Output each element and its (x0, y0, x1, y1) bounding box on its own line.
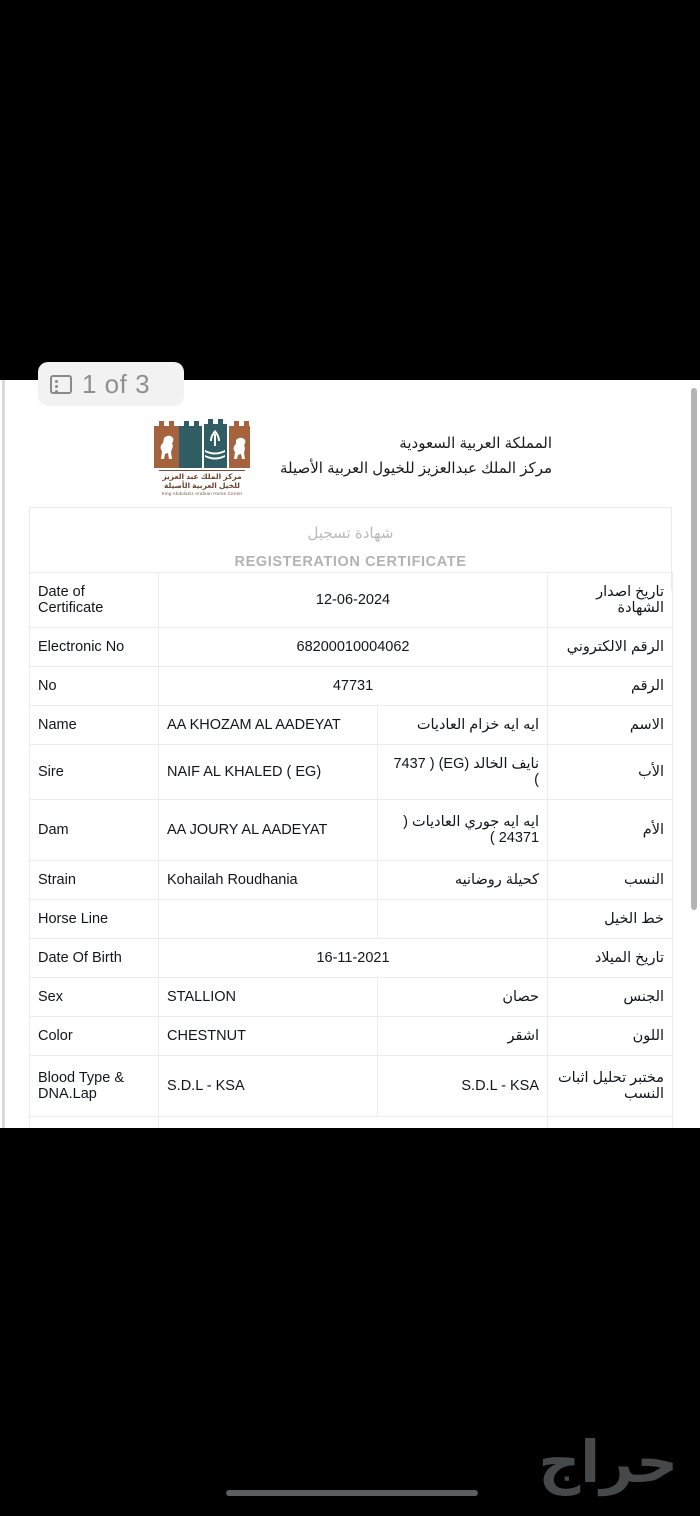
page-indicator-label: 1 of 3 (82, 369, 151, 399)
certificate-details-table (29, 572, 673, 1224)
table-row (30, 978, 673, 1017)
document-outline-icon (50, 375, 72, 394)
row-label-en: Name (30, 706, 159, 745)
row-label-ar: الرقم (548, 667, 673, 706)
bottom-letterbox (0, 1128, 700, 1516)
horse-center-emblem-icon (152, 416, 252, 468)
country-name-ar: المملكة العربية السعودية (399, 434, 552, 452)
logo-caption-en: King Abdulaziz Arabian Horse Center (161, 491, 243, 497)
table-row (30, 667, 673, 706)
organization-logo (146, 416, 258, 497)
table-row (30, 628, 673, 667)
organization-name-ar: مركز الملك عبدالعزيز للخيول العربية الأصيلة (279, 460, 552, 477)
row-label-en: Date Of Birth (30, 939, 159, 978)
row-value-ar: S.D.L - KSA (378, 1056, 548, 1117)
row-label-ar: خط الخيل (548, 900, 673, 939)
row-value-en: AA KHOZAM AL AADEYAT (159, 706, 378, 745)
row-value-en: NAIF AL KHALED ( EG) (159, 745, 378, 800)
top-letterbox (0, 0, 700, 380)
row-label-ar: الأم (548, 800, 673, 861)
certificate-title-en: REGISTERATION CERTIFICATE (234, 553, 467, 570)
row-label-ar: تاريخ الميلاد (548, 939, 673, 978)
table-row (30, 800, 673, 861)
row-label-ar: اللون (548, 1017, 673, 1056)
row-label-en: Color (30, 1017, 159, 1056)
home-indicator[interactable] (226, 1490, 478, 1496)
row-value-ar: كحيلة روضانيه (378, 861, 548, 900)
row-label-en: Sire (30, 745, 159, 800)
logo-caption-ar-line2: للخيل العربية الأصيلة (163, 480, 240, 490)
row-label-en: Dam (30, 800, 159, 861)
row-value-ar: اشقر (378, 1017, 548, 1056)
page-indicator-chip[interactable] (38, 362, 184, 406)
row-value-en: CHESTNUT (159, 1017, 378, 1056)
row-value-en: 16-11-2021 (159, 939, 548, 978)
row-label-ar: النسب (548, 861, 673, 900)
row-value-en: 47731 (159, 667, 548, 706)
row-value-en: STALLION (159, 978, 378, 1017)
row-label-ar: تاريخ اصدار الشهادة (548, 573, 673, 628)
certificate-title-ar: شهادة تسجيل (307, 525, 394, 542)
table-row (30, 900, 673, 939)
haraj-watermark: حراج (538, 1430, 678, 1495)
header-arabic-titles (280, 431, 552, 482)
row-label-ar: الاسم (548, 706, 673, 745)
table-row (30, 861, 673, 900)
row-value-en (159, 900, 378, 939)
logo-caption-ar-line1: مركز الملك عبد العزيز (162, 471, 242, 481)
document-viewer[interactable] (0, 369, 700, 1128)
row-label-ar: الأب (548, 745, 673, 800)
certificate-header (2, 402, 696, 510)
row-value-en: 68200010004062 (159, 628, 548, 667)
row-value-ar: ايه ايه جوري العاديات ( 24371 ) (378, 800, 548, 861)
vertical-scrollbar-thumb[interactable] (691, 388, 697, 910)
row-value-en: AA JOURY AL AADEYAT (159, 800, 378, 861)
row-label-en: Horse Line (30, 900, 159, 939)
certificate-page (2, 369, 696, 1128)
row-label-en: Strain (30, 861, 159, 900)
row-value-ar: حصان (378, 978, 548, 1017)
row-label-ar: الرقم الالكتروني (548, 628, 673, 667)
table-row (30, 1017, 673, 1056)
certificate-table-body (30, 573, 673, 1224)
row-value-ar (378, 900, 548, 939)
logo-divider (159, 470, 245, 471)
row-label-en: No (30, 667, 159, 706)
table-row (30, 939, 673, 978)
table-row (30, 573, 673, 628)
row-value-ar: ايه ايه خزام العاديات (378, 706, 548, 745)
row-value-en: S.D.L - KSA (159, 1056, 378, 1117)
row-label-ar: مختبر تحليل اثبات النسب (548, 1056, 673, 1117)
row-label-en: Blood Type & DNA.Lap (30, 1056, 159, 1117)
row-label-ar: الجنس (548, 978, 673, 1017)
row-label-en: Electronic No (30, 628, 159, 667)
row-value-en: 12-06-2024 (159, 573, 548, 628)
row-value-en: Kohailah Roudhania (159, 861, 378, 900)
table-row (30, 745, 673, 800)
row-label-en: Date of Certificate (30, 573, 159, 628)
row-value-ar: نايف الخالد (EG) ( 7437 ) (378, 745, 548, 800)
table-row (30, 1056, 673, 1117)
table-row (30, 706, 673, 745)
row-label-en: Sex (30, 978, 159, 1017)
